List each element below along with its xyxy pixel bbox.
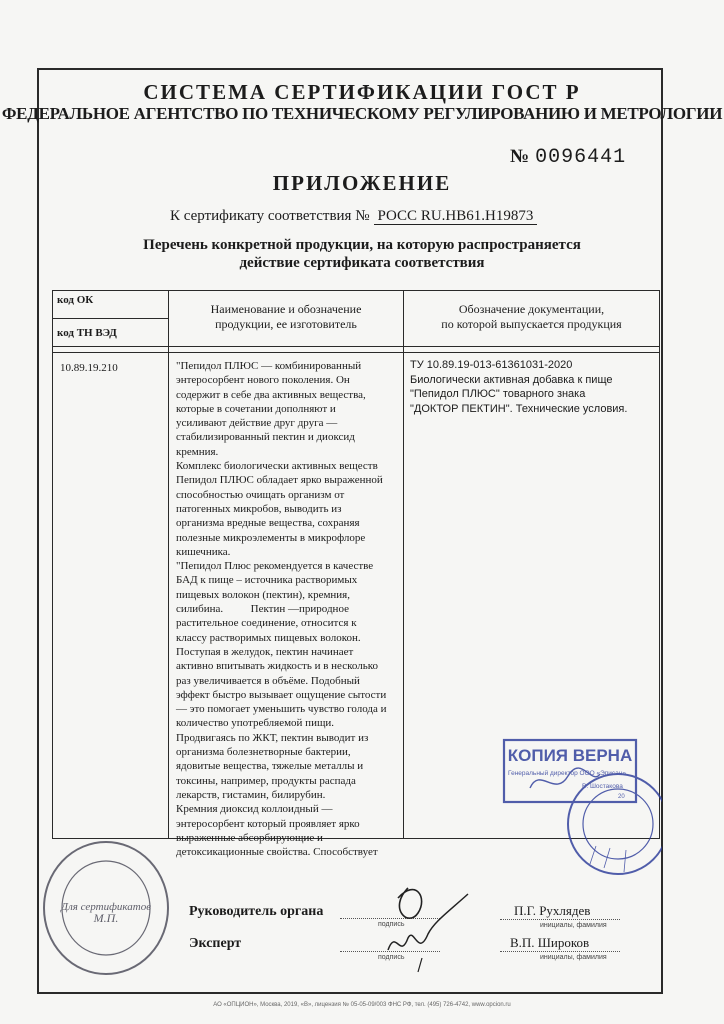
description-line: Поступая в желудок, пектин начинает — [176, 645, 354, 658]
doc-line: "ДОКТОР ПЕКТИН". Технические условия. — [410, 402, 628, 415]
table-col-divider-2 — [403, 290, 404, 838]
document-title: ПРИЛОЖЕНИЕ — [272, 171, 452, 195]
product-code: 10.89.19.210 — [60, 362, 118, 374]
description-line: Пепидол ПЛЮС обладает ярко выраженной — [176, 474, 383, 487]
header-product — [170, 302, 402, 332]
description-line: количество употребляемой пищи. — [176, 717, 335, 730]
expert-name-line — [500, 951, 620, 952]
expert-name: В.П. Широков — [510, 935, 590, 950]
table-border-top — [52, 290, 660, 291]
list-title-line2: действие сертификата соответствия — [239, 255, 485, 271]
agency-title: ФЕДЕРАЛЬНОЕ АГЕНТСТВО ПО ТЕХНИЧЕСКОМУ РЕГУЛИРОВАНИЮ И МЕТРОЛОГИИ — [1, 104, 723, 123]
description-line: выраженные абсорбирующие и — [176, 831, 323, 844]
doc-line: ТУ 10.89.19-013-61361031-2020 — [410, 359, 573, 371]
seal-text: Для сертификатов — [61, 901, 151, 913]
description-line: пищевых волокон (пектин), кремния, — [176, 588, 350, 601]
description-line: эффект быстро вызывает ощущение сытости — [176, 688, 387, 701]
header-code-tnved: код ТН ВЭД — [57, 327, 117, 339]
organ-seal — [40, 838, 174, 978]
description-line: ядовитые вещества, тяжелые металлы и — [176, 760, 364, 773]
table-header-divider — [52, 318, 168, 319]
description-line: Продвигаясь по ЖКТ, пектин выводит из — [176, 731, 369, 744]
number-value: 0096441 — [535, 146, 627, 169]
expert-initials-caption: инициалы, фамилия — [540, 954, 607, 961]
head-sign-caption: подпись — [378, 921, 405, 928]
list-title-line1: Перечень конкретной продукции, на которую распространяется — [143, 237, 581, 253]
header-docs — [405, 302, 658, 332]
header-docs-line2: по которой выпускается продукция — [441, 317, 622, 331]
description-line: классу растворимых пищевых волокон. — [176, 631, 361, 644]
head-name: П.Г. Рухлядев — [514, 903, 591, 918]
description-line: активно впитывать жидкость и в несколько — [176, 660, 379, 673]
header-docs-line1: Обозначение документации, — [458, 302, 605, 316]
description-line: детоксикационные свойства. Способствует — [176, 846, 378, 859]
description-line: энтеросорбент который проявляет ярко — [176, 817, 360, 830]
copy-stamp-title: КОПИЯ ВЕРНА — [507, 746, 633, 765]
table-header-bottom-double — [52, 352, 660, 353]
description-line: организма вредные вещества, сохраняя — [176, 517, 360, 530]
description-line: стабилизированный пектин и диоксид — [176, 431, 355, 444]
description-line: лекарств, гистамин, билирубин. — [176, 788, 326, 801]
description-line: Комплекс биологически активных веществ — [176, 460, 378, 473]
certificate-prefix: К сертификату соответствия № — [170, 208, 370, 224]
description-line: усиливают действие друг друга — — [176, 417, 338, 430]
footer-imprint: АО «ОПЦИОН», Москва, 2019, «В», лицензия № 05-05-09/003 ФНС РФ, тел. (495) 726-4742, www.opcion.ru — [213, 1002, 511, 1008]
head-name-line — [500, 919, 620, 920]
description-line: полезные микроэлементы в микрофлоре — [176, 531, 366, 544]
table-border-left — [52, 290, 53, 838]
head-label: Руководитель органа — [189, 904, 324, 919]
doc-line: "Пепидол ПЛЮС" товарного знака — [410, 388, 586, 400]
description-line: содержит в себе два активных вещества, — [176, 388, 366, 401]
form-number — [510, 146, 626, 169]
description-line: "Пепидол Плюс рекомендуется в качестве — [176, 560, 374, 573]
description-line: способностью очищать организм от — [176, 488, 345, 501]
signature-tail — [418, 958, 422, 972]
header-code-ok: код ОК — [57, 294, 94, 306]
description-line: кремния. — [176, 445, 219, 458]
seal-caption: М.П. — [93, 911, 119, 925]
handwritten-signatures — [378, 868, 498, 978]
expert-label: Эксперт — [189, 936, 242, 951]
copy-stamp-year: 20 — [618, 794, 625, 800]
header-product-line2: продукции, ее изготовитель — [215, 317, 357, 331]
product-documentation — [410, 358, 654, 416]
list-title — [0, 236, 724, 272]
description-line: силибина. Пектин —природное — [176, 603, 349, 616]
number-label: № — [510, 146, 530, 167]
description-line: Кремния диоксид коллоидный — — [176, 803, 333, 816]
description-line: "Пепидол ПЛЮС — комбинированный — [176, 360, 362, 372]
description-line: энтеросорбент нового поколения. Он — [176, 374, 350, 387]
table-col-divider-1 — [168, 290, 169, 838]
expert-sign-caption: подпись — [378, 954, 405, 961]
description-line: — это помогает уменьшить чувство голода и — [176, 703, 387, 716]
head-initials-caption: инициалы, фамилия — [540, 922, 607, 929]
description-line: токсины, например, продукты распада — [176, 774, 356, 787]
doc-line: Биологически активная добавка к пище — [410, 373, 613, 386]
table-header-bottom — [52, 346, 660, 347]
certificate-number: РОСС RU.НВ61.Н19873 — [374, 208, 538, 225]
description-line: которые в сочетании дополняют и — [176, 402, 336, 415]
product-description — [176, 359, 402, 859]
system-title: СИСТЕМА СЕРТИФИКАЦИИ ГОСТ Р — [143, 80, 581, 104]
description-line: БАД к пище – источника растворимых — [176, 574, 358, 587]
copy-stamp-line: Генеральный директор ООО «Эписан» — [508, 770, 627, 777]
header-product-line1: Наименование и обозначение — [210, 302, 362, 316]
description-line: раз увеличивается в объёме. Подобный — [176, 674, 360, 687]
description-line: растительное соединение, относится к — [176, 617, 357, 630]
copy-verified-stamp — [500, 736, 662, 886]
head-signature-stroke — [398, 888, 422, 918]
copy-stamp-name: В. Шостакова — [582, 783, 623, 790]
description-line: организма болезнетворные бактерии, — [176, 746, 351, 759]
certificate-reference — [170, 208, 537, 225]
description-line: патогенных микробов, выводить из — [176, 502, 342, 515]
description-line: кишечника. — [176, 545, 231, 558]
